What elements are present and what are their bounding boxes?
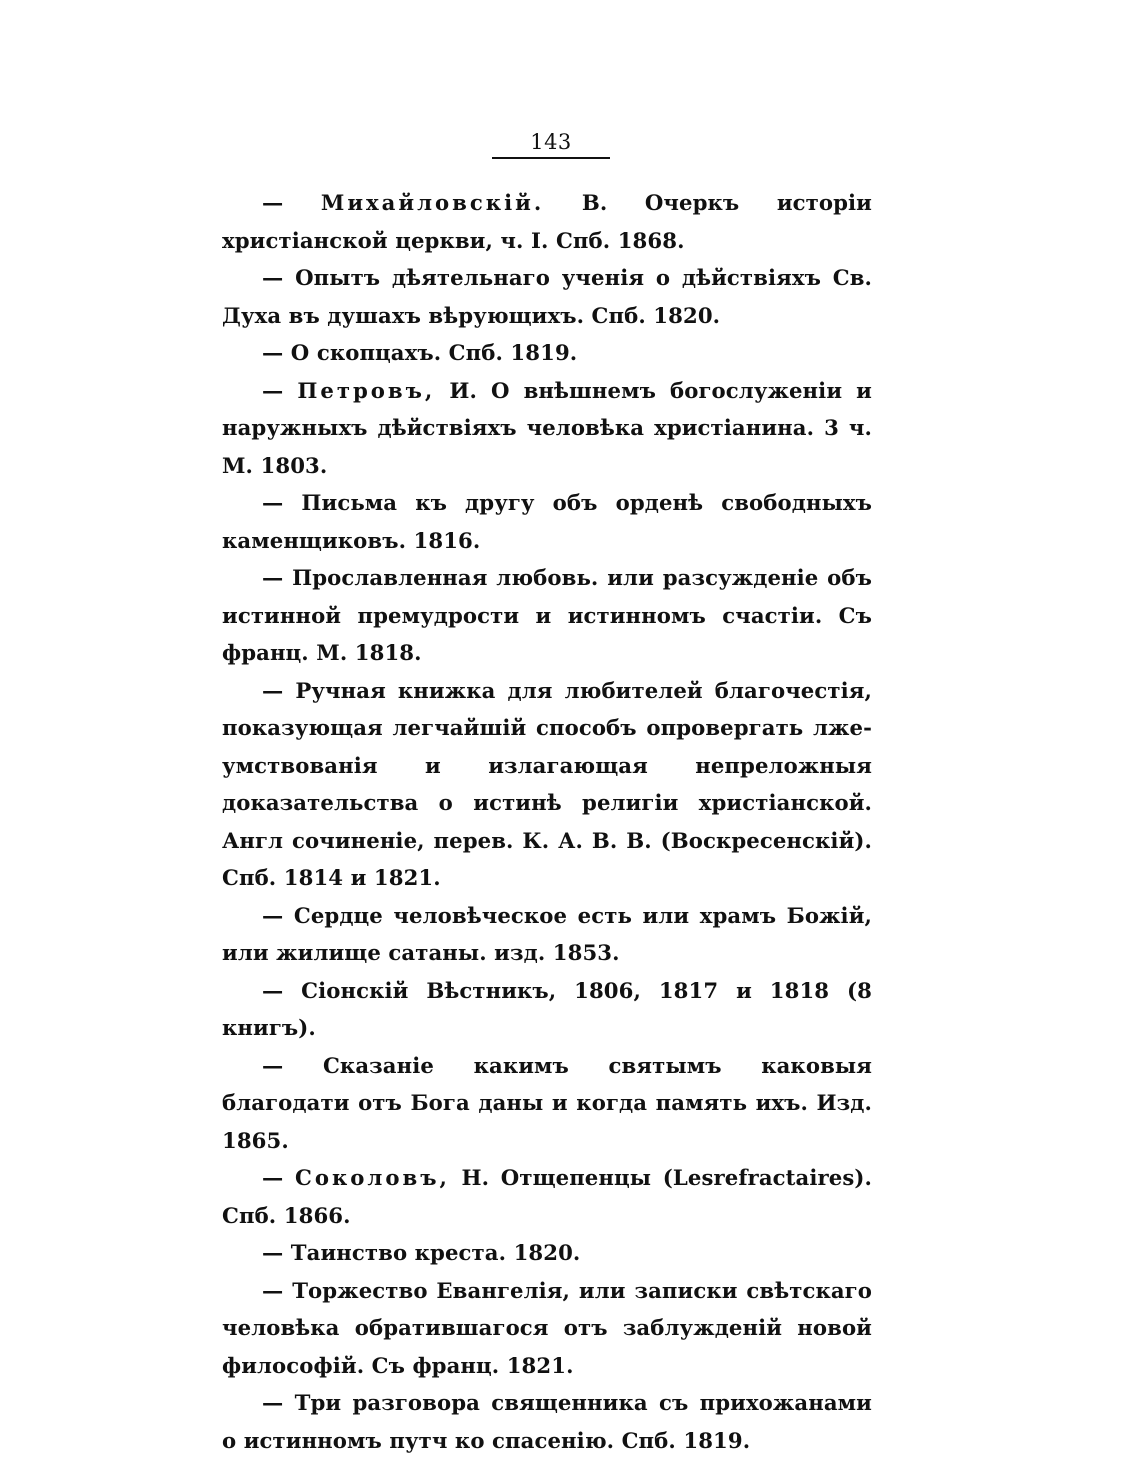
bibliography-entry [222, 897, 872, 972]
entry-dash: — [262, 977, 284, 1003]
entry-text: И. О внѣшнемъ богослуженіи и наружныхъ дѣйствіяхъ человѣка христіанина. 3 ч. М. 1803. [222, 377, 872, 478]
entry-text: Опытъ дѣятельнаго ученія о дѣйствіяхъ Св. Духа въ душахъ вѣрующихъ. Спб. 1820. [222, 265, 872, 328]
entry-text: Н. Отщепенцы (Lesrefractaires). Спб. 1866. [222, 1165, 872, 1228]
bibliography-entry [222, 1384, 872, 1459]
entry-dash: — [262, 677, 284, 703]
entry-dash: — [262, 565, 284, 590]
entry-dash: — [262, 1052, 284, 1078]
entry-dash: — [262, 377, 284, 403]
bibliography-entry [222, 672, 872, 897]
entry-text: В. Очеркъ исторіи христіанской церкви, ч. I. Спб. 1868. [222, 190, 872, 253]
bibliography-entry [222, 259, 872, 334]
entry-dash: — [262, 1277, 284, 1303]
bibliography-entry [222, 559, 872, 672]
entry-text: Ручная книжка для любителей благочестія, показующая легчайшій способъ опровергать лже-умствованія и излагающая непреложныя доказательства о истинѣ религіи христіанской. Англ сочиненіе, перев. К. А. В. В. (Воскресенскій). Спб. 1814 и 1821. [222, 677, 872, 890]
entry-dash: — [262, 340, 284, 365]
entry-author: Соколовъ, [294, 1165, 450, 1190]
entry-text: Торжество Евангелія, или записки свѣтскаго человѣка обратившагося отъ заблужденій новой философій. Съ франц. 1821. [222, 1277, 873, 1378]
entry-text: Письма къ другу объ орденѣ свободныхъ каменщиковъ. 1816. [222, 490, 872, 553]
bibliography-entry [222, 372, 872, 485]
entry-text: Прославленная любовь. или разсужденіе объ истинной премудрости и истинномъ счастіи. Съ франц. М. 1818. [222, 565, 872, 665]
bibliography-entry [222, 972, 872, 1047]
entry-text: Сердце человѣческое есть или храмъ Божій, или жилище сатаны. изд. 1853. [222, 902, 872, 965]
page-number: 143 [530, 130, 572, 154]
bibliography-entry [222, 1159, 872, 1234]
entry-dash: — [262, 490, 284, 515]
entry-author: Петровъ, [297, 377, 436, 403]
entry-text: Три разговора священника съ прихожанами о истинномъ путч ко спасенію. Спб. 1819. [222, 1390, 872, 1453]
bibliography-entry [222, 334, 872, 372]
page-number-rule [492, 157, 610, 159]
entry-dash: — [262, 1390, 284, 1415]
entry-dash: — [262, 902, 284, 928]
entry-dash: — [262, 265, 284, 290]
entry-text: Сіонскій Вѣстникъ, 1806, 1817 и 1818 (8 книгъ). [222, 977, 872, 1040]
entry-author: Михайловскій. [320, 190, 545, 215]
bibliography-entry [222, 484, 872, 559]
entry-text: О скопцахъ. Спб. 1819. [290, 340, 578, 365]
entry-text: Сказаніе какимъ святымъ каковыя благодати отъ Бога даны и когда память ихъ. Изд. 1865. [222, 1052, 872, 1153]
bibliography-entry [222, 1272, 872, 1385]
bibliography-entry [222, 1234, 872, 1272]
bibliography-list [222, 184, 872, 1459]
entry-dash: — [262, 190, 284, 215]
bibliography-entry [222, 184, 872, 259]
entry-dash: — [262, 1240, 284, 1265]
entry-dash: — [262, 1165, 284, 1190]
bibliography-entry [222, 1047, 872, 1160]
entry-text: Таинство креста. 1820. [290, 1240, 581, 1265]
